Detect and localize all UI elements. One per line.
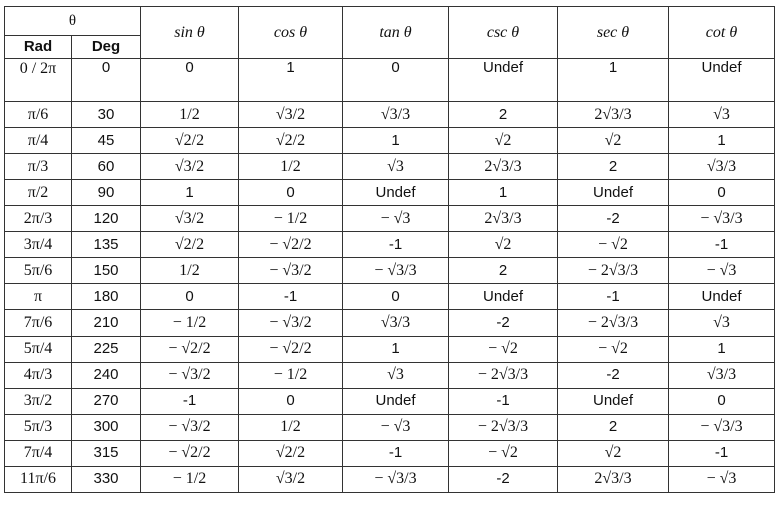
cos-cell: 1/2	[239, 154, 343, 180]
csc-cell: 2√3/3	[449, 154, 558, 180]
csc-cell: -1	[449, 388, 558, 414]
csc-cell: − √2	[449, 336, 558, 362]
rad-cell: π/2	[5, 180, 72, 206]
tan-cell: − √3	[343, 206, 449, 232]
header-row-functions	[5, 7, 775, 36]
csc-cell: 2√3/3	[449, 206, 558, 232]
sin-header: sin θ	[141, 7, 239, 59]
sec-cell: − √2	[558, 336, 669, 362]
cot-cell: 0	[669, 388, 775, 414]
tan-cell: -1	[343, 440, 449, 466]
sec-cell: 2	[558, 414, 669, 440]
tan-cell: Undef	[343, 180, 449, 206]
rad-cell: 7π/6	[5, 310, 72, 336]
deg-cell: 45	[72, 128, 141, 154]
deg-cell: 135	[72, 232, 141, 258]
table-body	[5, 59, 775, 493]
sec-cell: √2	[558, 128, 669, 154]
table-row	[5, 102, 775, 128]
table-row	[5, 206, 775, 232]
cot-cell: − √3/3	[669, 206, 775, 232]
cot-cell: 1	[669, 336, 775, 362]
tan-header: tan θ	[343, 7, 449, 59]
cot-cell: √3/3	[669, 154, 775, 180]
sin-cell: √3/2	[141, 154, 239, 180]
tan-cell: Undef	[343, 388, 449, 414]
deg-cell: 240	[72, 362, 141, 388]
sec-cell: − √2	[558, 232, 669, 258]
deg-cell: 60	[72, 154, 141, 180]
cos-cell: √3/2	[239, 102, 343, 128]
sin-cell: − √2/2	[141, 440, 239, 466]
csc-cell: Undef	[449, 284, 558, 310]
csc-cell: √2	[449, 232, 558, 258]
deg-cell: 270	[72, 388, 141, 414]
deg-cell: 330	[72, 466, 141, 492]
cot-cell: √3	[669, 102, 775, 128]
tan-cell: √3	[343, 154, 449, 180]
sec-cell: 2√3/3	[558, 102, 669, 128]
cos-cell: − 1/2	[239, 362, 343, 388]
rad-cell: π	[5, 284, 72, 310]
table-row	[5, 258, 775, 284]
sin-cell: √2/2	[141, 128, 239, 154]
tan-cell: 1	[343, 128, 449, 154]
sin-cell: -1	[141, 388, 239, 414]
deg-cell: 150	[72, 258, 141, 284]
table-row	[5, 154, 775, 180]
deg-header: Deg	[72, 36, 141, 59]
table-row	[5, 59, 775, 102]
csc-cell: 1	[449, 180, 558, 206]
cot-cell: Undef	[669, 59, 775, 102]
cot-cell: 1	[669, 128, 775, 154]
deg-cell: 0	[72, 59, 141, 102]
rad-cell: 5π/4	[5, 336, 72, 362]
tan-cell: 0	[343, 284, 449, 310]
deg-cell: 90	[72, 180, 141, 206]
cot-cell: Undef	[669, 284, 775, 310]
sin-cell: − √3/2	[141, 362, 239, 388]
rad-cell: 11π/6	[5, 466, 72, 492]
cos-cell: 1/2	[239, 414, 343, 440]
sin-cell: − 1/2	[141, 310, 239, 336]
cot-cell: -1	[669, 232, 775, 258]
cot-cell: − √3/3	[669, 414, 775, 440]
tan-cell: √3	[343, 362, 449, 388]
deg-cell: 30	[72, 102, 141, 128]
sin-cell: 0	[141, 59, 239, 102]
table-row	[5, 414, 775, 440]
sin-cell: 1	[141, 180, 239, 206]
table-row	[5, 336, 775, 362]
sec-cell: 1	[558, 59, 669, 102]
rad-cell: 7π/4	[5, 440, 72, 466]
cot-cell: 0	[669, 180, 775, 206]
cos-cell: − 1/2	[239, 206, 343, 232]
deg-cell: 180	[72, 284, 141, 310]
csc-cell: √2	[449, 128, 558, 154]
table-row	[5, 232, 775, 258]
rad-cell: 4π/3	[5, 362, 72, 388]
rad-cell: 3π/2	[5, 388, 72, 414]
sec-cell: -2	[558, 206, 669, 232]
tan-cell: − √3/3	[343, 258, 449, 284]
cos-cell: -1	[239, 284, 343, 310]
trig-values-table	[4, 6, 775, 493]
sin-cell: 1/2	[141, 258, 239, 284]
csc-header: csc θ	[449, 7, 558, 59]
cos-cell: 0	[239, 388, 343, 414]
csc-cell: Undef	[449, 59, 558, 102]
deg-cell: 210	[72, 310, 141, 336]
rad-cell: 3π/4	[5, 232, 72, 258]
cot-cell: -1	[669, 440, 775, 466]
rad-cell: π/4	[5, 128, 72, 154]
csc-cell: − 2√3/3	[449, 362, 558, 388]
deg-cell: 300	[72, 414, 141, 440]
tan-cell: -1	[343, 232, 449, 258]
table-row	[5, 310, 775, 336]
sec-cell: Undef	[558, 388, 669, 414]
sec-cell: -1	[558, 284, 669, 310]
deg-cell: 225	[72, 336, 141, 362]
rad-cell: 5π/3	[5, 414, 72, 440]
cot-header: cot θ	[669, 7, 775, 59]
cot-cell: √3	[669, 310, 775, 336]
table-row	[5, 466, 775, 492]
tan-cell: − √3	[343, 414, 449, 440]
tan-cell: 1	[343, 336, 449, 362]
csc-cell: 2	[449, 258, 558, 284]
sin-cell: − √3/2	[141, 414, 239, 440]
cos-cell: − √3/2	[239, 310, 343, 336]
cot-cell: − √3	[669, 258, 775, 284]
tan-cell: √3/3	[343, 310, 449, 336]
rad-cell: π/6	[5, 102, 72, 128]
table-row	[5, 128, 775, 154]
tan-cell: − √3/3	[343, 466, 449, 492]
sin-cell: √2/2	[141, 232, 239, 258]
table-row	[5, 440, 775, 466]
table-row	[5, 284, 775, 310]
csc-cell: -2	[449, 466, 558, 492]
cos-cell: 1	[239, 59, 343, 102]
cos-cell: − √3/2	[239, 258, 343, 284]
deg-cell: 120	[72, 206, 141, 232]
rad-cell: π/3	[5, 154, 72, 180]
cos-cell: √2/2	[239, 440, 343, 466]
csc-cell: -2	[449, 310, 558, 336]
sec-cell: Undef	[558, 180, 669, 206]
tan-cell: √3/3	[343, 102, 449, 128]
sec-cell: − 2√3/3	[558, 258, 669, 284]
cos-cell: − √2/2	[239, 336, 343, 362]
sec-cell: 2√3/3	[558, 466, 669, 492]
rad-cell: 2π/3	[5, 206, 72, 232]
tan-cell: 0	[343, 59, 449, 102]
sec-cell: 2	[558, 154, 669, 180]
table-row	[5, 362, 775, 388]
rad-cell: 0 / 2π	[5, 59, 72, 102]
rad-cell: 5π/6	[5, 258, 72, 284]
cot-cell: √3/3	[669, 362, 775, 388]
sin-cell: − √2/2	[141, 336, 239, 362]
sin-cell: 0	[141, 284, 239, 310]
sin-cell: − 1/2	[141, 466, 239, 492]
cos-cell: 0	[239, 180, 343, 206]
table-row	[5, 388, 775, 414]
deg-cell: 315	[72, 440, 141, 466]
sec-cell: − 2√3/3	[558, 310, 669, 336]
sec-cell: -2	[558, 362, 669, 388]
sin-cell: 1/2	[141, 102, 239, 128]
table-row	[5, 180, 775, 206]
theta-header: θ	[5, 7, 141, 36]
cot-cell: − √3	[669, 466, 775, 492]
sec-header: sec θ	[558, 7, 669, 59]
csc-cell: − √2	[449, 440, 558, 466]
csc-cell: 2	[449, 102, 558, 128]
rad-header: Rad	[5, 36, 72, 59]
sin-cell: √3/2	[141, 206, 239, 232]
sec-cell: √2	[558, 440, 669, 466]
cos-header: cos θ	[239, 7, 343, 59]
cos-cell: √2/2	[239, 128, 343, 154]
cos-cell: − √2/2	[239, 232, 343, 258]
csc-cell: − 2√3/3	[449, 414, 558, 440]
cos-cell: √3/2	[239, 466, 343, 492]
